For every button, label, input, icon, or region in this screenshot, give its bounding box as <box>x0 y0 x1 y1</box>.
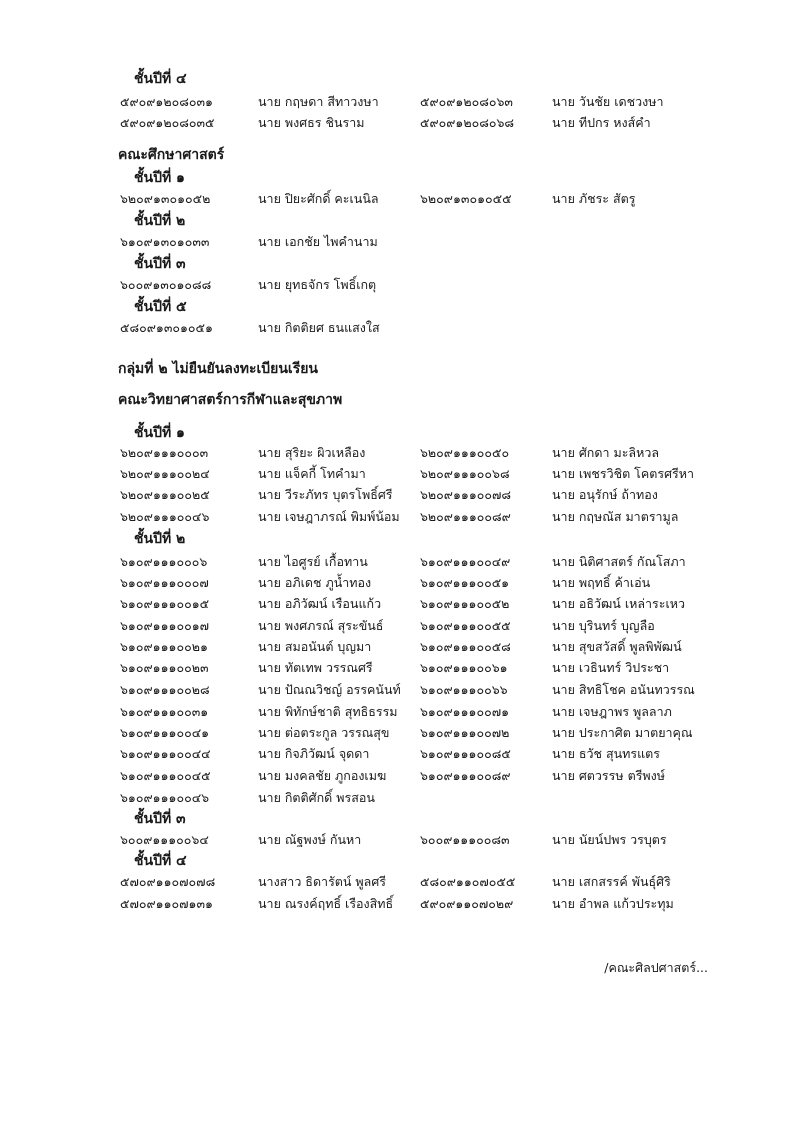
student-name: นาย ณรงค์ฤทธิ์ เรืองสิทธิ์ <box>258 896 394 911</box>
year-heading: ชั้นปีที่ ๒ <box>134 213 186 229</box>
year-heading: ชั้นปีที่ ๑ <box>134 170 185 186</box>
student-id: ๖๑๐๙๑๑๑๐๐๔๕ <box>120 768 211 783</box>
student-name: นางสาว ธิดารัตน์ พูลศรี <box>258 874 386 889</box>
student-id: ๖๒๐๙๑๑๑๐๐๒๕ <box>120 487 210 502</box>
student-id: ๖๑๐๙๑๑๑๐๐๒๘ <box>120 682 210 697</box>
student-name: นาย อธิวัฒน์ เหล่าระเหว <box>552 596 685 611</box>
student-id: ๖๑๐๙๑๑๑๐๐๕๒ <box>420 596 510 611</box>
student-id: ๖๒๐๙๑๑๑๐๐๗๘ <box>420 487 512 502</box>
student-id: ๖๑๐๙๑๑๑๐๐๗๒ <box>420 725 510 740</box>
year-heading: ชั้นปีที่ ๕ <box>134 299 187 315</box>
student-name: นาย มงคลชัย ภูกองเมฆ <box>258 768 387 783</box>
student-name: นาย กฤษณัส มาตรามูล <box>552 509 679 524</box>
year-heading: ชั้นปีที่ ๔ <box>134 853 187 869</box>
student-id: ๖๒๐๙๑๑๑๐๐๕๐ <box>420 445 510 460</box>
student-name: นาย กฤษดา สีทาวงษา <box>258 94 379 109</box>
student-id: ๕๙๐๙๑๒๐๘๐๖๓ <box>420 94 513 109</box>
student-name: นาย พงศธร ชินราม <box>258 115 365 130</box>
student-name: นาย ณัฐพงษ์ กันหา <box>258 832 362 847</box>
student-id: ๖๒๐๙๑๑๑๐๐๔๖ <box>120 509 210 524</box>
student-id: ๖๒๐๙๑๓๐๑๐๕๒ <box>120 191 211 206</box>
student-name: นาย กิตติยศ ธนแสงใส <box>258 320 380 335</box>
student-name: นาย เจษฎาภรณ์ พิมพ์น้อม <box>258 509 400 524</box>
student-name: นาย ศตวรรษ ตรีพงษ์ <box>552 768 665 783</box>
student-name: นาย เสกสรรค์ พันธุ์ศิริ <box>552 874 671 889</box>
student-name: นาย ยุทธจักร โพธิ์เกตุ <box>258 277 377 292</box>
student-id: ๖๑๐๙๑๑๑๐๐๔๔ <box>120 746 211 761</box>
student-name: นาย ทัตเทพ วรรณศรี <box>258 660 373 675</box>
student-name: นาย ธวัช สุนทรแตร <box>552 746 660 761</box>
student-id: ๖๑๐๙๑๑๑๐๐๘๕ <box>420 746 511 761</box>
faculty-heading: คณะศึกษาศาสตร์ <box>118 147 225 163</box>
student-id: ๖๑๐๙๑๑๑๐๐๖๖ <box>420 682 508 697</box>
student-name: นาย วีระภัทร บุตรโพธิ์ศรี <box>258 487 393 502</box>
student-id: ๖๑๐๙๑๑๑๐๐๒๓ <box>120 660 209 675</box>
student-name: นาย พงศภรณ์ สุระขันธ์ <box>258 618 384 633</box>
student-name: นาย ศักดา มะลิหวล <box>552 445 660 460</box>
student-id: ๖๒๐๙๑๓๐๑๐๕๕ <box>420 191 512 206</box>
student-name: นาย ปิยะศักดิ์ คะเนนิล <box>258 191 379 206</box>
student-name: นาย พฤทธิ์ ค้าเอ่น <box>552 575 651 590</box>
student-name: นาย อภิวัฒน์ เรือนแก้ว <box>258 596 382 611</box>
student-id: ๖๑๐๙๑๑๑๐๐๔๖ <box>120 790 210 805</box>
student-name: นาย เพชรวิชิต โคตรศรีหา <box>552 466 694 481</box>
footer-continuation: /คณะศิลปศาสตร์... <box>604 960 708 975</box>
student-name: นาย ประกาศิต มาตยาคุณ <box>552 725 693 740</box>
student-name: นาย เจษฎาพร พูลลาภ <box>552 704 672 719</box>
year-heading: ชั้นปีที่ ๑ <box>134 425 185 441</box>
student-id: ๖๑๐๙๑๑๑๐๐๒๑ <box>120 639 208 654</box>
student-name: นาย พิทักษ์ชาติ สุทธิธรรม <box>258 704 398 719</box>
student-id: ๕๙๐๙๑๒๐๘๐๖๘ <box>420 115 515 130</box>
student-name: นาย สุขสวัสดิ์ พูลพิพัฒน์ <box>552 639 682 654</box>
student-id: ๖๑๐๙๑๑๑๐๐๕๘ <box>420 639 511 654</box>
student-id: ๖๑๐๙๑๓๐๑๐๓๓ <box>120 234 210 249</box>
student-name: นาย สิทธิโชค อนันทวรรณ <box>552 682 695 697</box>
student-id: ๕๙๐๙๑๒๐๘๐๓๕ <box>120 115 215 130</box>
student-name: นาย ทีปกร หงส์คำ <box>552 115 651 130</box>
student-id: ๖๑๐๙๑๑๑๐๐๕๕ <box>420 618 511 633</box>
year-heading: ชั้นปีที่ ๔ <box>134 71 187 87</box>
student-id: ๕๙๐๙๑๑๐๗๐๒๙ <box>420 896 514 911</box>
student-name: นาย ไอศูรย์ เกื้อทาน <box>258 554 368 569</box>
student-id: ๖๑๐๙๑๑๑๐๐๘๙ <box>420 768 511 783</box>
student-name: นาย แจ็คกี้ โทคำมา <box>258 466 366 481</box>
student-name: นาย เวธินทร์ วิประชา <box>552 660 670 675</box>
student-name: นาย สุริยะ ผิวเหลือง <box>258 445 366 460</box>
student-name: นาย สมอนันต์ บุญมา <box>258 639 372 654</box>
student-id: ๖๐๐๙๑๑๑๐๐๖๔ <box>120 832 209 847</box>
student-name: นาย เอกชัย ไพคำนาม <box>258 234 378 249</box>
student-id: ๖๑๐๙๑๑๑๐๐๕๑ <box>420 575 510 590</box>
year-heading: ชั้นปีที่ ๓ <box>134 811 186 827</box>
student-id: ๖๒๐๙๑๑๑๐๐๖๘ <box>420 466 510 481</box>
student-id: ๖๐๐๙๑๓๐๑๐๘๘ <box>120 277 212 292</box>
student-id: ๖๐๐๙๑๑๑๐๐๘๓ <box>420 832 510 847</box>
student-name: นาย นัยน์ปพร วรบุตร <box>552 832 667 847</box>
student-id: ๖๑๐๙๑๑๑๐๐๑๕ <box>120 596 210 611</box>
student-name: นาย วันชัย เดชวงษา <box>552 94 664 109</box>
student-name: นาย ภัชระ สัตรู <box>552 191 636 206</box>
student-id: ๖๑๐๙๑๑๑๐๐๑๗ <box>120 618 210 633</box>
student-name: นาย บุรินทร์ บุญลือ <box>552 618 655 633</box>
student-id: ๖๑๐๙๑๑๑๐๐๖๑ <box>420 660 508 675</box>
student-name: นาย อภิเดช ภูน้ำทอง <box>258 575 372 590</box>
student-id: ๕๗๐๙๑๑๐๗๐๗๘ <box>120 874 216 889</box>
student-name: นาย ปัณณวิชญ์ อรรคนันท์ <box>258 682 401 697</box>
year-heading: ชั้นปีที่ ๒ <box>134 531 186 547</box>
student-name: นาย ต่อตระกูล วรรณสุข <box>258 725 390 740</box>
student-name: นาย กิจภิวัฒน์ จุดดา <box>258 746 370 761</box>
student-id: ๖๑๐๙๑๑๑๐๐๐๖ <box>120 554 208 569</box>
student-name: นาย นิติศาสตร์ กัณโสภา <box>552 554 686 569</box>
group-heading: กลุ่มที่ ๒ ไม่ยืนยันลงทะเบียนเรียน <box>118 361 318 377</box>
faculty-heading: คณะวิทยาศาสตร์การกีฬาและสุขภาพ <box>118 392 343 408</box>
year-heading: ชั้นปีที่ ๓ <box>134 256 186 272</box>
student-name: นาย กิตติศักดิ์ พรสอน <box>258 790 375 805</box>
student-id: ๖๒๐๙๑๑๑๐๐๘๙ <box>420 509 511 524</box>
student-id: ๖๑๐๙๑๑๑๐๐๔๙ <box>420 554 511 569</box>
student-id: ๕๙๐๙๑๒๐๘๐๓๑ <box>120 94 213 109</box>
student-id: ๖๑๐๙๑๑๑๐๐๗๑ <box>420 704 510 719</box>
student-id: ๕๘๐๙๑๑๐๗๐๕๕ <box>420 874 516 889</box>
student-id: ๖๒๐๙๑๑๑๐๐๐๓ <box>120 445 209 460</box>
student-id: ๕๘๐๙๑๓๐๑๐๕๑ <box>120 320 213 335</box>
student-id: ๖๒๐๙๑๑๑๐๐๒๔ <box>120 466 210 481</box>
student-name: นาย อำพล แก้วประทุม <box>552 896 674 911</box>
student-id: ๖๑๐๙๑๑๑๐๐๓๑ <box>120 704 209 719</box>
student-name: นาย อนุรักษ์ ถ้าทอง <box>552 487 658 502</box>
student-id: ๖๑๐๙๑๑๑๐๐๐๗ <box>120 575 209 590</box>
student-id: ๖๑๐๙๑๑๑๐๐๔๑ <box>120 725 210 740</box>
student-id: ๕๗๐๙๑๑๐๗๑๓๑ <box>120 896 213 911</box>
